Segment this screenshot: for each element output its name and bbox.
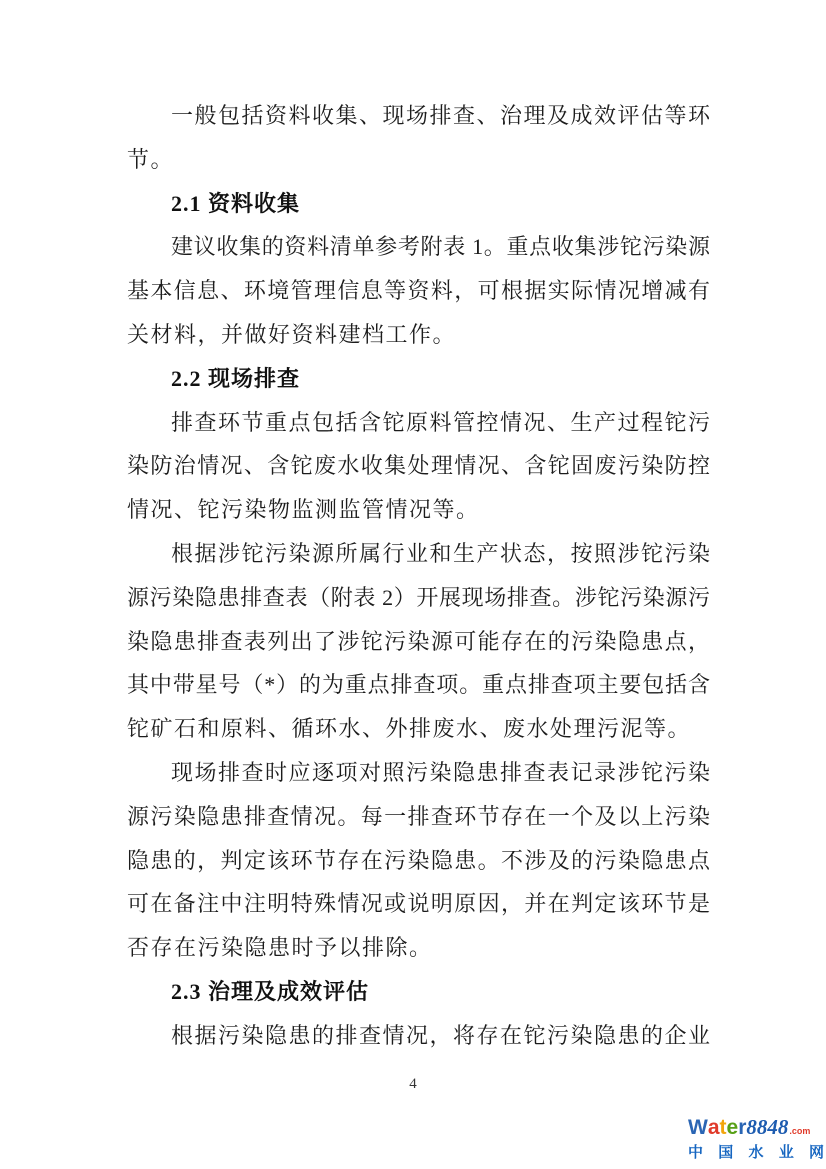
text-line: 现场排查时应逐项对照污染隐患排查表记录涉铊污染 — [171, 759, 710, 785]
logo-domain-suffix: .com — [789, 1126, 811, 1136]
text-line: 根据涉铊污染源所属行业和生产状态，按照涉铊污染 — [171, 540, 710, 566]
section-heading-2-3: 2.3 治理及成效评估 — [171, 978, 370, 1004]
paragraph — [127, 751, 710, 970]
page-number: 4 — [409, 1076, 417, 1092]
section-heading-2-1: 2.1 资料收集 — [171, 190, 301, 216]
logo-subtitle — [688, 1143, 824, 1163]
text-line: 铊矿石和原料、循环水、外排废水、废水处理污泥等。 — [127, 716, 692, 742]
water8848-logo — [688, 1115, 824, 1163]
text-line: 关材料，并做好资料建档工作。 — [127, 321, 457, 347]
logo-subtitle-char: 中 — [688, 1144, 704, 1161]
text-line: 排查环节重点包括含铊原料管控情况、生产过程铊污 — [171, 409, 710, 435]
logo-brand-text — [688, 1115, 824, 1143]
section-heading-2-2: 2.2 现场排查 — [171, 365, 301, 391]
text-line: 染防治情况、含铊废水收集处理情况、含铊固废污染防控 — [127, 453, 710, 479]
text-line: 可在备注中注明特殊情况或说明原因，并在判定该环节是 — [127, 891, 710, 917]
logo-subtitle-char: 网 — [808, 1144, 824, 1161]
logo-letter: e — [726, 1116, 739, 1139]
text-line: 建议收集的资料清单参考附表 1。重点收集涉铊污染源 — [171, 234, 710, 260]
logo-number: 8848 — [746, 1115, 789, 1139]
text-line: 其中带星号（*）的为重点排查项。重点排查项主要包括含 — [127, 672, 710, 698]
text-line: 隐患的，判定该环节存在污染隐患。不涉及的污染隐患点 — [127, 847, 710, 873]
document-body — [127, 94, 710, 1058]
paragraph — [127, 1014, 710, 1058]
logo-letter: r — [738, 1116, 747, 1139]
logo-letter: W — [688, 1116, 708, 1139]
text-line: 根据污染隐患的排查情况，将存在铊污染隐患的企业 — [171, 1022, 710, 1048]
text-line: 情况、铊污染物监测监管情况等。 — [127, 497, 480, 523]
logo-subtitle-char: 水 — [748, 1144, 764, 1161]
text-line: 染隐患排查表列出了涉铊污染源可能存在的污染隐患点， — [127, 628, 710, 654]
text-line: 源污染隐患排查情况。每一排查环节存在一个及以上污染 — [127, 803, 710, 829]
text-line: 一般包括资料收集、现场排查、治理及成效评估等环 — [171, 103, 710, 128]
text-line: 基本信息、环境管理信息等资料，可根据实际情况增减有 — [127, 278, 710, 304]
logo-letter: a — [707, 1116, 720, 1139]
paragraph — [127, 401, 710, 532]
text-line: 否存在污染隐患时予以排除。 — [127, 935, 433, 961]
paragraph — [127, 94, 710, 182]
paragraph — [127, 225, 710, 356]
text-line: 源污染隐患排查表（附表 2）开展现场排查。涉铊污染源污 — [127, 584, 710, 610]
paragraph — [127, 532, 710, 751]
logo-subtitle-char: 国 — [718, 1144, 734, 1161]
text-line: 节。 — [127, 146, 175, 172]
logo-letter: t — [719, 1116, 727, 1139]
logo-subtitle-char: 业 — [778, 1144, 794, 1161]
